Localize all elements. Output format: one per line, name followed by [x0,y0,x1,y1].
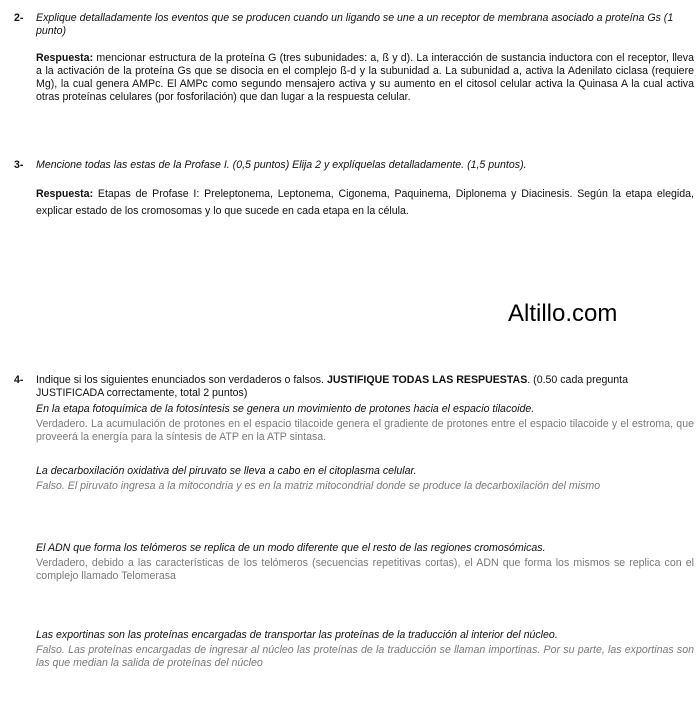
answer-text: mencionar estructura de la proteína G (tres subunidades: a, ß y d). La interacción de sustancia inductora con el receptor, lleva a la activación de la proteína Gs que se disocia en el complejo ß-d y la subunidad a. La subunidad a, activa la Adenilato ciclasa (requiere Mg), la cual genera AMPc. El AMPc como segundo mensajero activa y su aumento en el citosol celular activa la Quinasa A la cual activa otras proteínas celulares (por fosforilación) que dan lugar a la respuesta celular. [36,52,694,103]
justification-text: Verdadero. La acumulación de protones en el espacio tilacoide genera el gradiente de protones entre el espacio tilacoide y el estroma, que proveerá la energía para la síntesis de ATP en la ATP sintasa. [36,418,694,443]
statement-text: Las exportinas son las proteínas encargadas de transportar las proteínas de la traducción al interior del núcleo. [36,629,558,641]
question-number: 4- [14,374,24,386]
question-4 [14,374,694,670]
answer-label: Respuesta: [36,52,94,64]
answer-label: Respuesta: [36,188,94,200]
justification-text: Verdadero, debido a las características de los telómeros (secuencias repetitivas cortas), el ADN que forma los mismos se replica con el complejo llamado Telomerasa [36,557,694,582]
statement-text: En la etapa fotoquímica de la fotosíntesis se genera un movimiento de protones hacia el espacio tilacoide. [36,403,535,415]
answer-block [36,52,694,104]
statement-item-4 [14,629,694,670]
question-number: 2- [14,12,24,24]
justification-text: Falso. Las proteínas encargadas de ingresar al núcleo las proteínas de la traducción se llaman importinas. Por su parte, las exportinas son las que median la salida de proteínas del núcleo [36,644,694,669]
answer-block [36,186,694,220]
statement-item-1 [14,403,694,444]
statement-text: La decarboxilación oxidativa del piruvato se lleva a cabo en el citoplasma celular. [36,465,417,477]
question-3 [14,159,694,220]
statement-item-3 [14,542,694,583]
watermark: Altillo.com [508,300,618,327]
question-intro: Indique si los siguientes enunciados son verdaderos o falsos. [36,374,324,386]
question-intro-points: . (0.50 cada pregunta JUSTIFICADA correctamente, total 2 puntos) [36,374,628,399]
justification-text: Falso. El piruvato ingresa a la mitocondria y es en la matriz mitocondrial donde se produce la decarboxilación del mismo [36,480,601,492]
statement-item-2 [14,465,694,493]
question-text: Mencione todas las estas de la Profase I. (0,5 puntos) Elija 2 y explíquelas detalladamente. (1,5 puntos). [36,159,527,171]
question-intro-emphasis: JUSTIFIQUE TODAS LAS RESPUESTAS [326,374,528,386]
statement-text: El ADN que forma los telómeros se replica de un modo diferente que el resto de las regiones cromosómicas. [36,542,546,554]
question-text: Explique detalladamente los eventos que se producen cuando un ligando se une a un receptor de membrana asociado a proteína Gs (1 punto) [36,12,674,37]
question-text [36,374,694,400]
question-2 [14,12,694,104]
question-number: 3- [14,159,24,171]
answer-text: Etapas de Profase I: Preleptonema, Leptonema, Cigonema, Paquinema, Diplonema y Diacinesis. Según la etapa elegida, explicar estado de los cromosomas y lo que sucede en cada etapa en la célula. [36,188,694,217]
